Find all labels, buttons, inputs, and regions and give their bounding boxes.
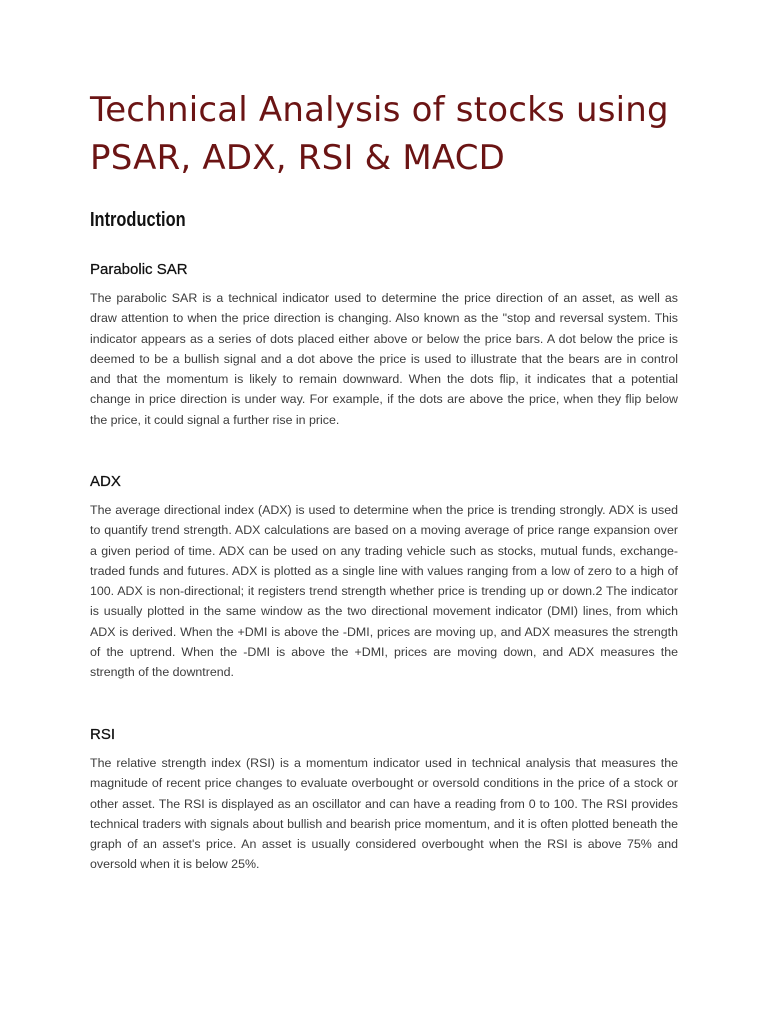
document-title: Technical Analysis of stocks using PSAR, ADX, RSI & MACD [90, 90, 669, 178]
section-heading-adx: ADX [90, 473, 121, 490]
introduction-heading: Introduction [90, 209, 186, 231]
section-body-parabolic-sar: The parabolic SAR is a technical indicator used to determine the price direction of an asset, as well as draw attention to when the price direction is changing. Also known as the "stop and reversal system. This indicator appears as a series of dots placed either above or below the price bars. A dot below the price is deemed to be a bullish signal and a dot above the price is used to illustrate that the bears are in control and that the momentum is likely to remain downward. When the dots flip, it indicates that a potential change in price direction is under way. For example, if the dots are above the price, when they flip below the price, it could signal a further rise in price. [90, 291, 678, 427]
section-body-rsi: The relative strength index (RSI) is a momentum indicator used in technical analysis that measures the magnitude of recent price changes to evaluate overbought or oversold conditions in the price of a stock or other asset. The RSI is displayed as an oscillator and can have a reading from 0 to 100. The RSI provides technical traders with signals about bullish and bearish price momentum, and it is often plotted beneath the graph of an asset's price. An asset is usually considered overbought when the RSI is above 75% and oversold when it is below 25%. [90, 756, 678, 872]
section-body-adx: The average directional index (ADX) is used to determine when the price is trending strongly. ADX is used to quantify trend strength. ADX calculations are based on a moving average of price range expansion over a given period of time. ADX can be used on any trading vehicle such as stocks, mutual funds, exchange-traded funds and futures. ADX is plotted as a single line with values ranging from a low of zero to a high of 100. ADX is non-directional; it registers trend strength whether price is trending up or down.2 The indicator is usually plotted in the same window as the two directional movement indicator (DMI) lines, from which ADX is derived. When the +DMI is above the -DMI, prices are moving up, and ADX measures the strength of the uptrend. When the -DMI is above the +DMI, prices are moving down, and ADX measures the strength of the downtrend. [90, 503, 678, 679]
section-heading-rsi: RSI [90, 726, 116, 743]
section-heading-parabolic-sar: Parabolic SAR [90, 261, 188, 278]
